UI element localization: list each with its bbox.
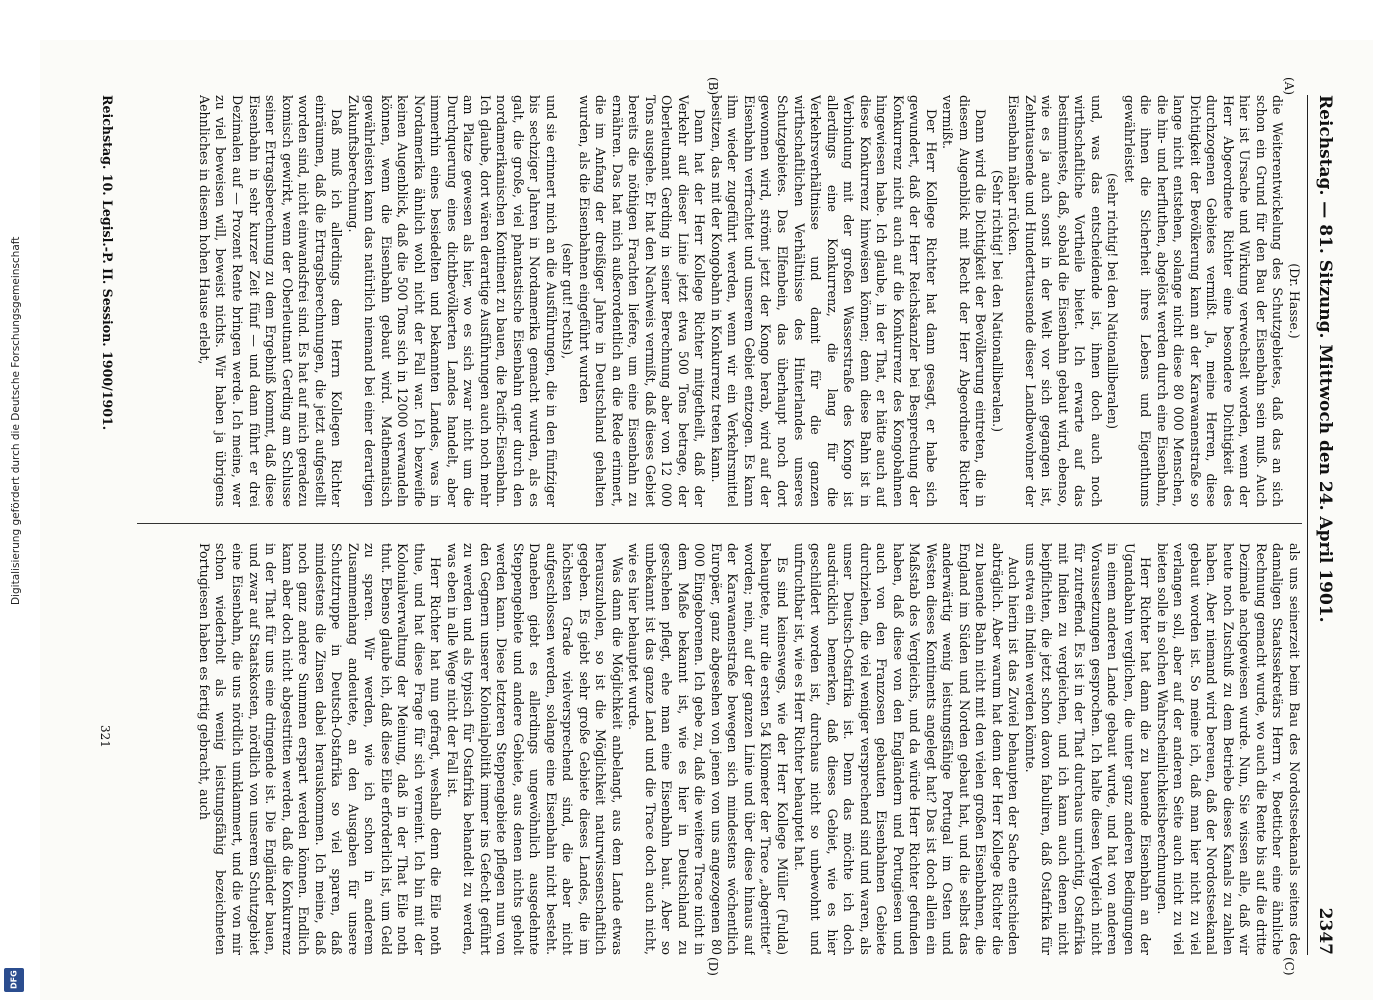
left-paragraph: und sie erinnert mich an die Ausführungen, die in den fünfziger bis sechziger Jahren in Nordamerika gemacht wurden, als es galt, die große, viel phantastische Eisenbahn quer durch den nordamerikanischen Kontinent zu bauen, die Pacific-Eisenbahn. Ich glaube, dort wären derartige Ausführungen auch noch mehr am Platze gewesen als hier, wo es sich zwar nicht um die Durchquerung eines dichtbevölkerten Landes handelt, aber immerhin eines besiedelten und bekannten Landes, was in Nordamerika ähnlich wohl nicht der Fall war. Ich bezweifle keinen Augenblick, daß die 500 Tons sich in 12000 verwandeln können, wenn die Eisenbahn gebaut wird. Mathematisch gewährleisten kann das natürlich niemand bei einer derartigen Zukunftsberechnung. — [345, 95, 559, 507]
right-paragraph: Es sind keineswegs, wie der Herr Kollege Müller (Fulda) behauptete, nur die ersten 54 Kilometer der Trace „abgerittet“ worden; nein, auf der ganzen Linie und über diese hinaus auf der Karawanenstraße bewegen sich mindestens wöchentlich Europäer, ganz abgesehen von jenen von uns angezogenen 80 000 Eingeborenen. Ich gebe zu, daß die weitere Trace nicht in dem Maße bekannt ist, wie es hier in Deutschland zu geschehen pflegt, ehe man eine Eisenbahn baut. Aber so unbekannt ist das ganze Land und die Trace doch auch nicht, wie es hier behauptet wurde. — [626, 543, 791, 955]
margin-marker-b: (B) — [706, 77, 720, 96]
interjection: (Sehr richtig! bei den Nationalliberalen.) — [989, 169, 1005, 433]
running-header — [1310, 95, 1340, 955]
footer-page-number: 321 — [98, 725, 112, 748]
page-content — [85, 75, 1340, 975]
header-rule — [1307, 95, 1308, 955]
left-paragraph: die Weiterentwickelung des Schutzgebietes, daß das an sich schon ein Grund für den Bau der Eisenbahn sein muß. Auch hier ist Ursache und Wirkung verwechselt worden, wenn der Herr Abgeordnete Richter eine besondere Dichtigkeit des durchzogenen Gebietes vermißt. Ja, meine Herren, diese Dichtigkeit der Bevölkerung kann an der Karawanenstraße so lange nicht entstehen, solange nicht diese 80 000 Menschen, die hin- und herfluthen, abgelöst werden durch eine Eisenbahn, die ihnen die Sicherheit ihres Lebens und Eigenthums gewährleistet — [1121, 95, 1286, 507]
left-paragraph: und, was das entscheidende ist, ihnen doch auch noch wirthschaftliche Vortheile bietet. Ich erwarte auf das bestimmteste, daß, sobald die Eisenbahn gebaut wird, ebenso, wie es ja auch sonst in der Welt vor sich gegangen ist, Zehntausende und Hunderttausende dieser Landbewohner der Eisenbahn näher rücken. — [1006, 95, 1104, 507]
left-paragraph: Dann wird die Dichtigkeit der Bevölkerung eintreten, die in diesem Augenblick mit Recht der Herr Abgeordnete Richter vermißt. — [940, 95, 989, 507]
header-title: Reichstag. — 81. Sitzung. Mittwoch den 24. April 1901. — [1315, 95, 1335, 623]
margin-marker-c: (C) — [1282, 957, 1296, 976]
left-paragraph: Daß muß ich allerdings dem Herrn Kollegen Richter einräumen, daß die Ertragsberechnungen, die jetzt aufgestellt worden sind, nicht einwandsfrei sind. Es hat auf mich geradezu komisch gewirkt, wenn der Oberleutnant Gerding am Schlusse seiner Ertragsberechnung zu dem Ergebniß kommt, daß diese Eisenbahn in sehr kurzer Zeit fünf — und dann führt er drei Dezimalen auf — Prozent Rente bringen werde. Ich meine, wer zu viel beweisen will, beweist nichts. Wir haben ja übrigens Aehnliches in diesem hohen Hause erlebt, — [196, 95, 345, 507]
interjection: (sehr richtig! bei den Nationalliberalen) — [1105, 172, 1121, 429]
dfg-logo: DFG — [4, 968, 24, 992]
right-paragraph: Auch hierin ist das Zuviel behaupten der Sache entschieden abträglich. Aber warum hat denn der Herr Kollege Richter die zu bauende Bahn nicht mit den vielen großen Eisenbahnen, die England im Süden und Norden gebaut hat, und die selbst das anderwärtig wenig leistungsfähige Portugal im Osten und Westen dieses Kontinents angelegt hat? Das ist doch allein ein Maßstab des Vergleichs, und da würde Herr Richter gefunden haben, daß diese von den Engländern und Portugiesen und auch von den Franzosen gebauten Eisenbahnen Gebiete durchziehen, die viel weniger versprechend sind und waren, als unser Deutsch-Ostafrika ist. Denn das möchte ich doch ausdrücklich bemerken, daß dieses Gebiet, wie es hier geschildert worden ist, durchaus nicht so unbewohnt und unfruchtbar ist, wie es Herr Richter behauptet hat. — [791, 543, 1022, 955]
right-paragraph: als uns seinerzeit beim Bau des Nordostseekanals seitens des damaligen Staatssekretärs Herrn v. Boetticher eine ähnliche Rechnung gemacht wurde, wo auch die Rente bis auf die dritte Dezimale nachgewiesen wurde. Nun, Sie wissen alle, daß wir heute noch Zuschuß zu dem Betriebe dieses Kanals zu zahlen haben. Aber niemand wird bereuen, daß der Nordostseekanal gebaut worden ist. So meine ich, daß man hier nicht zu viel verlangen soll, aber auf der anderen Seite auch nicht zu viel bieten solle in solchen Wahrscheinlichkeitsberechnungen. — [1154, 543, 1302, 955]
left-paragraph: Der Herr Kollege Richter hat dann gesagt, er habe sich gewundert, daß der Herr Reichskanzler bei Besprechung der Konkurrenz nicht auch auf die Konkurrenz des Kongobahnen hingewiesen habe. Ich glaube, in der That, er hätte auch auf diese Konkurrenz hinweisen können; denn diese Bahn ist in Verbindung mit der großen Wasserstraße des Kongo ist allerdings eine Konkurrenz, die lang für die Verkehrsverhältnisse und damit für die ganzen wirthschaftlichen Verhältnisse des Hinterlandes unseres Schutzgebietes. Das Elfenbein, das überhaupt noch dort gewonnen wird, strömt jetzt der Kongo herab, wird auf der Eisenbahn verfrachtet und unserem Gebiet entzogen. Es kann ihm wieder zugeführt werden, wenn wir ein Verkehrsmittel besitzen, das mit der Kongobahn in Konkurrenz treten kann. — [708, 95, 939, 507]
left-column — [122, 95, 1302, 507]
right-paragraph: Herr Richter hat nun gefragt, weshalb denn die Eile noth thue, und hat diese Frage für sich verneint. Ich bin mit der Kolonialverwaltung der Meinung, daß in der That Eile noth thut. Ebenso glaube ich, daß diese Eile erforderlich ist, um Geld zu sparen. Wir werden, wie ich schon in anderem Zusammenhang andeutete, an den Ausgaben für unsere Schutztruppe in Deutsch-Ostafrika so viel sparen, daß mindestens die Zinsen dabei herauskommen. Ich meine, daß noch ganz andere Summen erspart werden können. Endlich kann aber doch nicht abgestritten werden, daß die Konkurrenz in der That für uns eine dringende ist. Die Engländer bauen, und zwar auf Staatskosten, nördlich von unserem Schutzgebiet eine Eisenbahn, die uns nördlich umklammert, und die von mir schon wiederholt als wenig leistungsfähig bezeichneten Portugiesen haben es fertig gebracht, auch — [196, 543, 444, 955]
right-paragraph: Was dann die Möglichkeit anbelangt, aus dem Lande etwas herauszuholen, so ist die Möglichkeit naturwissenschaftlich gegeben. Es giebt sehr große Gebiete dieses Landes, die im höchsten Grade vielversprechend sind, die aber nicht aufgeschlossen werden, solange eine Eisenbahn nicht besteht. Daneben giebt es allerdings ungewöhnlich ausgedehnte Steppengebiete und andere Gebiete, aus denen nichts geholt werden kann. Diese letzteren Steppengebiete pflegen nun von den Gegnern unserer Kolonialpolitik immer ins Gefecht geführt zu werden und als typisch für Ostafrika behandelt zu werden, was eben in alle Wege nicht der Fall ist. — [444, 543, 625, 955]
footer-journal: Reichstag. 10. Legisl.-P. II. Session. 1900/1901. — [100, 95, 115, 431]
header-page-number: 2347 — [1315, 907, 1335, 955]
scanned-page — [40, 40, 1373, 1000]
digitization-credit: Digitalisierung gefördert durch die Deutsche Forschungsgemeinschaft — [10, 236, 22, 605]
left-paragraph: Dann hat der Herr Kollege Richter mitgetheilt, daß der Verkehr auf dieser Linie jetzt etwa 500 Tons betrage, der Oberleutnant Gerding in seiner Berechnung aber von 12 000 Tons ausgehe. Er hat den Nachweis vermißt, daß dieses Gebiet bereits die nöthigen Frachten liefere, um eine Eisenbahn zu ernähren. Das hat mich außerordentlich an die Rede erinnert, die im Anfang der dreißiger Jahre in Deutschland gehalten wurden, als die Eisenbahnen eingeführt wurden — [576, 95, 708, 507]
margin-marker-a: (A) — [1282, 77, 1296, 96]
right-column — [122, 543, 1302, 955]
speaker-label: (Dr. Hasse.) — [1287, 263, 1302, 339]
margin-marker-d: (D) — [706, 957, 720, 976]
interjection: (sehr gut! rechts), — [560, 242, 576, 360]
column-divider — [137, 523, 1302, 524]
right-paragraph: Herr Richter hat dann die zu bauende Eisenbahn an der Ugandabahn verglichen, die unter ganz anderen Bedingungen in einem anderen Lande gebaut wurde, und hat von anderen Voraussetzungen gesprochen. Ich halte diesen Vergleich nicht für zutreffend. Es ist in der That durchaus unrichtig, Ostafrika mit Indien zu vergleichen, und ich kann auch denen nicht beipflichten, die jetzt schon davon fabuliren, daß Ostafrika für uns etwa ein Indien werden könnte. — [1022, 543, 1154, 955]
